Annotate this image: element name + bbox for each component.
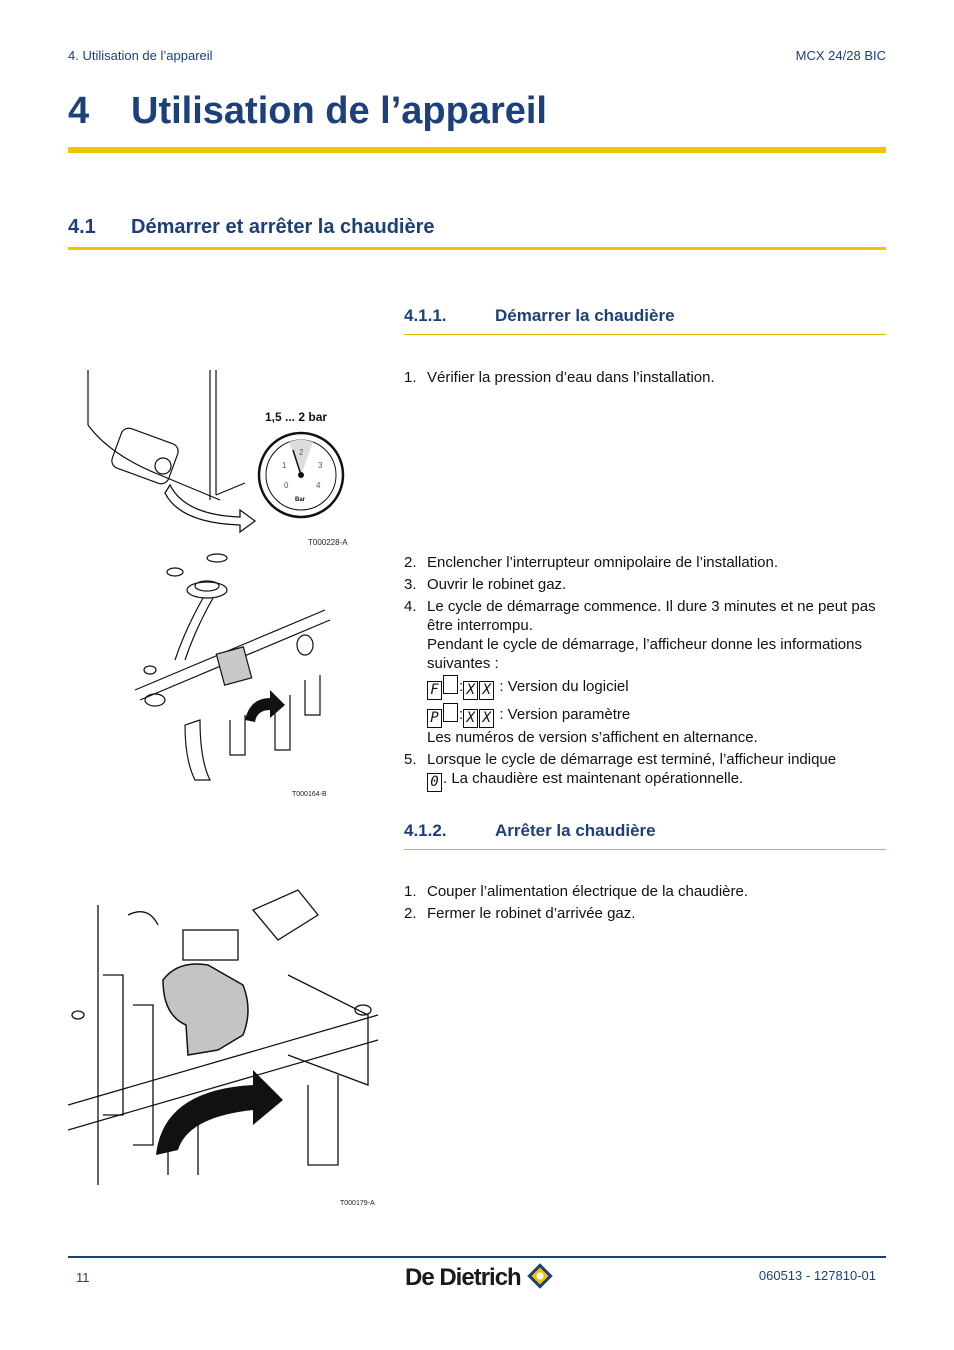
gas-valve-close-figure: [68, 885, 388, 1210]
gauge-tick: 3: [318, 461, 323, 470]
display-digit: X: [463, 709, 478, 728]
display-separator: :: [459, 678, 464, 695]
step-text: Pendant le cycle de démarrage, l’afficheur donne les informations suivantes :: [427, 636, 862, 672]
gauge-tick: 0: [284, 481, 289, 490]
display-separator: :: [459, 706, 464, 723]
gauge-unit: Bar: [295, 497, 306, 503]
gas-valve-open-figure: [125, 550, 340, 800]
list-item: [404, 553, 886, 572]
pressure-gauge-figure: [80, 365, 380, 550]
gauge-tick: 4: [316, 481, 321, 490]
gauge-tick: 2: [299, 448, 304, 457]
subsection-title-start-text: Démarrer la chaudière: [495, 306, 675, 325]
step-text: Les numéros de version s’affichent en alternance.: [427, 729, 758, 746]
section-rule: [68, 247, 886, 250]
display-digit: X: [479, 681, 494, 700]
subsection-title-stop-text: Arrêter la chaudière: [495, 821, 656, 840]
step-text: Lorsque le cycle de démarrage est terminé, l’afficheur indique: [427, 751, 837, 768]
list-item: [404, 597, 886, 747]
list-item: [404, 904, 886, 923]
footer-rule: [68, 1256, 886, 1258]
subsection-number-start: 4.1.1.: [404, 306, 447, 325]
subsection-rule-stop: [404, 849, 886, 850]
section-title-text: Démarrer et arrêter la chaudière: [131, 216, 435, 238]
subsection-rule-start: [404, 334, 886, 335]
running-header-section: 4. Utilisation de l’appareil: [68, 48, 213, 63]
chapter-number: 4: [68, 90, 90, 132]
step-text: Vérifier la pression d’eau dans l’installation.: [427, 369, 715, 386]
chapter-rule: [68, 147, 886, 153]
step-text: Enclencher l’interrupteur omnipolaire de l’installation.: [427, 554, 779, 571]
display-param-line: [427, 703, 886, 728]
section-number: 4.1: [68, 216, 96, 238]
brand-logo: [405, 1262, 556, 1292]
step-text: Couper l’alimentation électrique de la chaudière.: [427, 883, 749, 900]
subsection-title-start: [404, 306, 675, 326]
stop-step-list: [404, 882, 886, 926]
start-step-list-a: [404, 368, 886, 390]
section-title: [68, 216, 435, 239]
subsection-number-stop: 4.1.2.: [404, 821, 447, 840]
display-digit: X: [463, 681, 478, 700]
display-digit: [443, 675, 458, 694]
display-param-label: : Version paramètre: [495, 706, 631, 723]
page-number: 11: [76, 1270, 90, 1285]
subsection-title-stop: [404, 821, 656, 841]
running-header-model: MCX 24/28 BIC: [795, 48, 886, 63]
document-reference: 060513 - 127810-01: [758, 1268, 876, 1283]
step-number: 5.: [404, 751, 417, 768]
step-number: 2.: [404, 554, 417, 571]
step-number: 1.: [404, 883, 417, 900]
display-digit: F: [427, 681, 442, 700]
display-digit: [443, 703, 458, 722]
step-number: 3.: [404, 576, 417, 593]
step-number: 1.: [404, 369, 417, 386]
list-item: [404, 882, 886, 901]
figure-ref: T000164-B: [292, 791, 327, 798]
display-ready-line: [427, 769, 886, 792]
gauge-range-label: 1,5 ... 2 bar: [265, 410, 328, 424]
step-text: Le cycle de démarrage commence. Il dure 3 minutes et ne peut pas être interrompu.: [427, 598, 876, 634]
display-digit: 0: [427, 773, 442, 792]
chapter-title: [68, 90, 547, 133]
list-item: [404, 368, 886, 387]
display-software-label: : Version du logiciel: [495, 678, 629, 695]
list-item: [404, 750, 886, 792]
display-digit: X: [479, 709, 494, 728]
step-number: 2.: [404, 905, 417, 922]
chapter-title-text: Utilisation de l’appareil: [131, 90, 547, 132]
display-digit: P: [427, 709, 442, 728]
step-number: 4.: [404, 598, 417, 615]
step-text: Ouvrir le robinet gaz.: [427, 576, 567, 593]
step-text: Fermer le robinet d’arrivée gaz.: [427, 905, 636, 922]
brand-diamond-icon: [526, 1262, 556, 1292]
figure-ref: T000179-A: [340, 1200, 375, 1207]
start-step-list-b: [404, 553, 886, 795]
list-item: [404, 575, 886, 594]
brand-name: De Dietrich: [405, 1264, 521, 1291]
step-text: . La chaudière est maintenant opérationnelle.: [443, 770, 744, 787]
display-software-line: [427, 675, 886, 700]
gauge-tick: 1: [282, 461, 287, 470]
figure-ref: T000228-A: [308, 538, 348, 547]
